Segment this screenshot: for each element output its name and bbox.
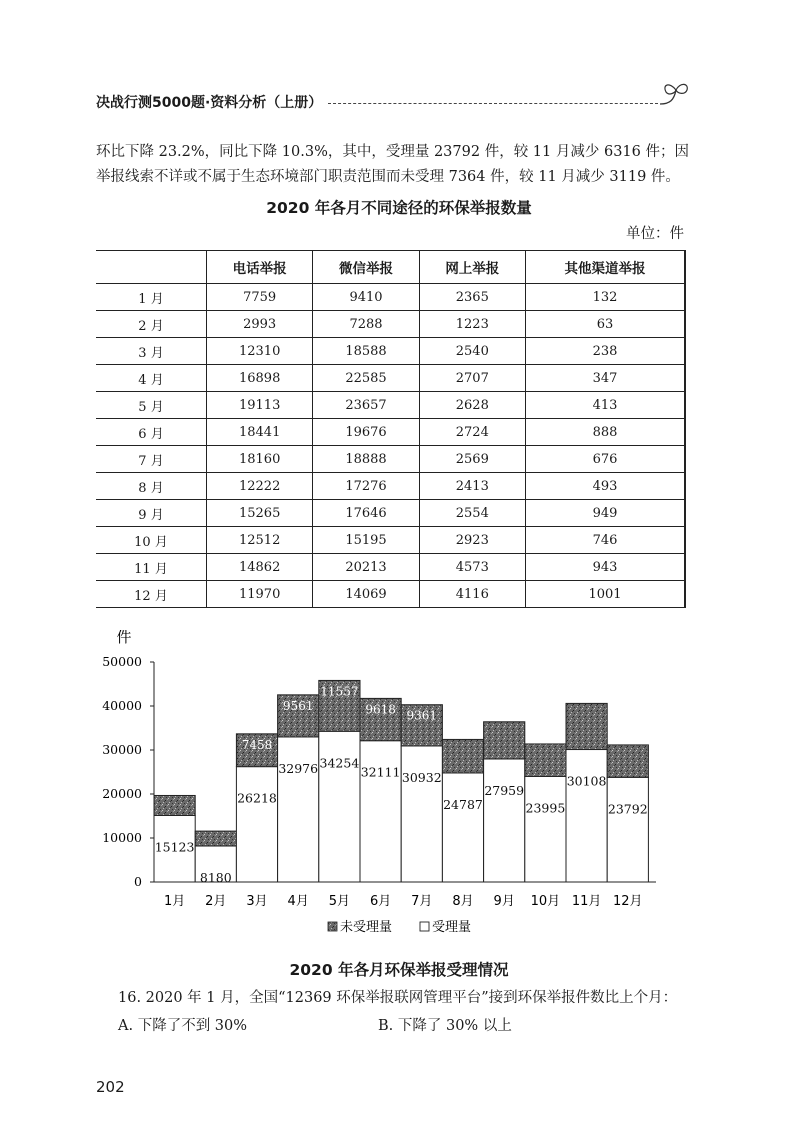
table-header-row — [96, 251, 685, 284]
table-cell: 12512 — [207, 527, 313, 554]
table-row — [96, 554, 685, 581]
table-cell: 347 — [525, 365, 685, 392]
y-tick-label: 0 — [134, 874, 142, 889]
table-cell: 12310 — [207, 338, 313, 365]
table-cell: 2707 — [419, 365, 525, 392]
accepted-value-label: 23792 — [607, 801, 648, 817]
table-cell: 63 — [525, 311, 685, 338]
bar-unaccepted — [484, 722, 525, 759]
bar-accepted — [525, 776, 566, 882]
accepted-value-label: 27959 — [484, 782, 525, 798]
table-row — [96, 527, 685, 554]
question-stem: 16. 2020 年 1 月，全国“12369 环保举报联网管理平台”接到环保举报件数比上个月： — [118, 990, 678, 1006]
unaccepted-value-label: 7458 — [241, 737, 273, 752]
table-cell: 20213 — [313, 554, 419, 581]
x-tick-label: 11月 — [571, 894, 602, 909]
accepted-value-label: 30932 — [401, 769, 442, 785]
table-row — [96, 338, 685, 365]
table-cell: 19676 — [313, 419, 419, 446]
table-cell: 2569 — [419, 446, 525, 473]
table-header-cell: 电话举报 — [207, 251, 313, 284]
y-tick-label: 20000 — [102, 786, 142, 801]
intro-line-2: 举报线索不详或不属于生态环境部门职责范围而未受理 7364 件，较 11 月减少 3119 件。 — [96, 169, 680, 185]
page-number: 202 — [96, 1078, 125, 1096]
accepted-value-label: 15123 — [154, 839, 195, 855]
table-cell: 15265 — [207, 500, 313, 527]
table-row-month: 1 月 — [96, 284, 207, 311]
table-cell: 9410 — [313, 284, 419, 311]
x-tick-label: 3月 — [246, 894, 268, 909]
acceptance-chart — [96, 630, 696, 960]
x-tick-label: 5月 — [328, 894, 351, 909]
chart-y-label: 件 — [116, 630, 132, 646]
bar-unaccepted — [442, 739, 483, 773]
table-header-cell: 其他渠道举报 — [525, 251, 685, 284]
bar-accepted — [484, 759, 525, 882]
table-cell: 888 — [525, 419, 685, 446]
table-cell: 11970 — [207, 581, 313, 608]
table-cell: 7759 — [207, 284, 313, 311]
table-row-month: 2 月 — [96, 311, 207, 338]
unaccepted-value-label: 9561 — [282, 698, 314, 713]
table-cell: 493 — [525, 473, 685, 500]
table-cell: 7288 — [313, 311, 419, 338]
table-cell: 12222 — [207, 473, 313, 500]
table-cell: 1223 — [419, 311, 525, 338]
x-tick-label: 4月 — [287, 894, 309, 909]
accepted-value-label: 8180 — [199, 870, 232, 886]
table-cell: 676 — [525, 446, 685, 473]
table-cell: 943 — [525, 554, 685, 581]
table-header-cell — [96, 251, 207, 284]
table-title: 2020 年各月不同途径的环保举报数量 — [266, 199, 532, 217]
table-header-cell: 微信举报 — [313, 251, 419, 284]
table-cell: 22585 — [313, 365, 419, 392]
report-table — [96, 250, 686, 608]
bar-accepted — [607, 777, 648, 882]
bar-accepted — [401, 746, 442, 882]
sprout-icon — [656, 80, 692, 108]
table-row — [96, 392, 685, 419]
unaccepted-value-label: 11557 — [320, 684, 359, 699]
x-tick-label: 9月 — [493, 894, 515, 909]
bar-accepted — [442, 773, 483, 882]
x-tick-label: 8月 — [452, 894, 474, 909]
table-row-month: 6 月 — [96, 419, 207, 446]
table-cell: 2554 — [419, 500, 525, 527]
table-cell: 413 — [525, 392, 685, 419]
x-tick-label: 12月 — [613, 894, 643, 909]
table-row — [96, 500, 685, 527]
table-cell: 949 — [525, 500, 685, 527]
x-tick-label: 1月 — [163, 894, 186, 909]
table-row — [96, 581, 685, 608]
table-row-month: 4 月 — [96, 365, 207, 392]
bar-unaccepted — [566, 703, 607, 749]
y-tick-label: 10000 — [102, 830, 142, 845]
table-header-cell: 网上举报 — [419, 251, 525, 284]
table-row-month: 5 月 — [96, 392, 207, 419]
accepted-value-label: 24787 — [443, 796, 483, 812]
table-cell: 18160 — [207, 446, 313, 473]
unaccepted-value-label: 9618 — [365, 702, 396, 717]
x-tick-label: 2月 — [205, 894, 227, 909]
bar-unaccepted — [525, 744, 566, 776]
table-cell: 2724 — [419, 419, 525, 446]
table-cell: 23657 — [313, 392, 419, 419]
x-tick-label: 6月 — [369, 894, 392, 909]
table-cell: 18888 — [313, 446, 419, 473]
table-cell: 17646 — [313, 500, 419, 527]
table-cell: 132 — [525, 284, 685, 311]
table-cell: 14862 — [207, 554, 313, 581]
x-tick-label: 10月 — [530, 894, 561, 909]
table-cell: 18441 — [207, 419, 313, 446]
bar-accepted — [319, 731, 360, 882]
accepted-value-label: 23995 — [525, 800, 566, 816]
unaccepted-value-label: 9361 — [406, 708, 438, 723]
bar-accepted — [566, 750, 607, 882]
bar-accepted — [278, 737, 319, 882]
table-row-month: 12 月 — [96, 581, 207, 608]
table-row-month: 10 月 — [96, 527, 207, 554]
bar-accepted — [360, 741, 401, 882]
table-cell: 4573 — [419, 554, 525, 581]
accepted-value-label: 26218 — [237, 790, 277, 806]
table-cell: 2540 — [419, 338, 525, 365]
table-cell: 19113 — [207, 392, 313, 419]
table-unit: 单位：件 — [626, 226, 684, 242]
bar-unaccepted — [154, 795, 195, 815]
accepted-value-label: 30108 — [566, 773, 607, 789]
legend-swatch-accepted — [420, 922, 429, 931]
accepted-value-label: 34254 — [319, 755, 360, 771]
table-cell: 2413 — [419, 473, 525, 500]
table-cell: 238 — [525, 338, 685, 365]
option-b: B. 下降了 30% 以上 — [378, 1018, 512, 1034]
bar-accepted — [236, 767, 277, 882]
table-cell: 15195 — [313, 527, 419, 554]
bar-unaccepted — [195, 831, 236, 846]
header-rule — [328, 103, 658, 104]
table-row-month: 8 月 — [96, 473, 207, 500]
table-row — [96, 365, 685, 392]
table-cell: 2923 — [419, 527, 525, 554]
table-cell: 18588 — [313, 338, 419, 365]
table-row — [96, 446, 685, 473]
table-cell: 1001 — [525, 581, 685, 608]
table-row-month: 11 月 — [96, 554, 207, 581]
table-cell: 2365 — [419, 284, 525, 311]
table-cell: 746 — [525, 527, 685, 554]
table-cell: 4116 — [419, 581, 525, 608]
accepted-value-label: 32111 — [360, 764, 401, 780]
bar-unaccepted — [607, 745, 648, 777]
table-row-month: 9 月 — [96, 500, 207, 527]
legend-accepted: 受理量 — [432, 920, 472, 935]
legend-swatch-unaccepted — [328, 922, 337, 931]
table-cell: 17276 — [313, 473, 419, 500]
running-header: 决战行测5000题·资料分析（上册） — [96, 95, 323, 111]
table-row — [96, 311, 685, 338]
table-cell: 14069 — [313, 581, 419, 608]
table-row — [96, 473, 685, 500]
table-row-month: 7 月 — [96, 446, 207, 473]
accepted-value-label: 32976 — [278, 760, 319, 776]
y-tick-label: 30000 — [102, 742, 142, 757]
chart-title: 2020 年各月环保举报受理情况 — [289, 961, 509, 979]
table-cell: 16898 — [207, 365, 313, 392]
y-tick-label: 40000 — [102, 698, 142, 713]
y-tick-label: 50000 — [102, 654, 142, 669]
table-cell: 2628 — [419, 392, 525, 419]
option-a: A. 下降了不到 30% — [118, 1018, 248, 1034]
x-tick-label: 7月 — [411, 894, 433, 909]
table-row-month: 3 月 — [96, 338, 207, 365]
legend-unaccepted: 未受理量 — [340, 920, 393, 935]
table-cell: 2993 — [207, 311, 313, 338]
intro-line-1: 环比下降 23.2%，同比下降 10.3%，其中，受理量 23792 件，较 11 月减少 6316 件；因 — [96, 144, 689, 160]
table-row — [96, 284, 685, 311]
table-row — [96, 419, 685, 446]
